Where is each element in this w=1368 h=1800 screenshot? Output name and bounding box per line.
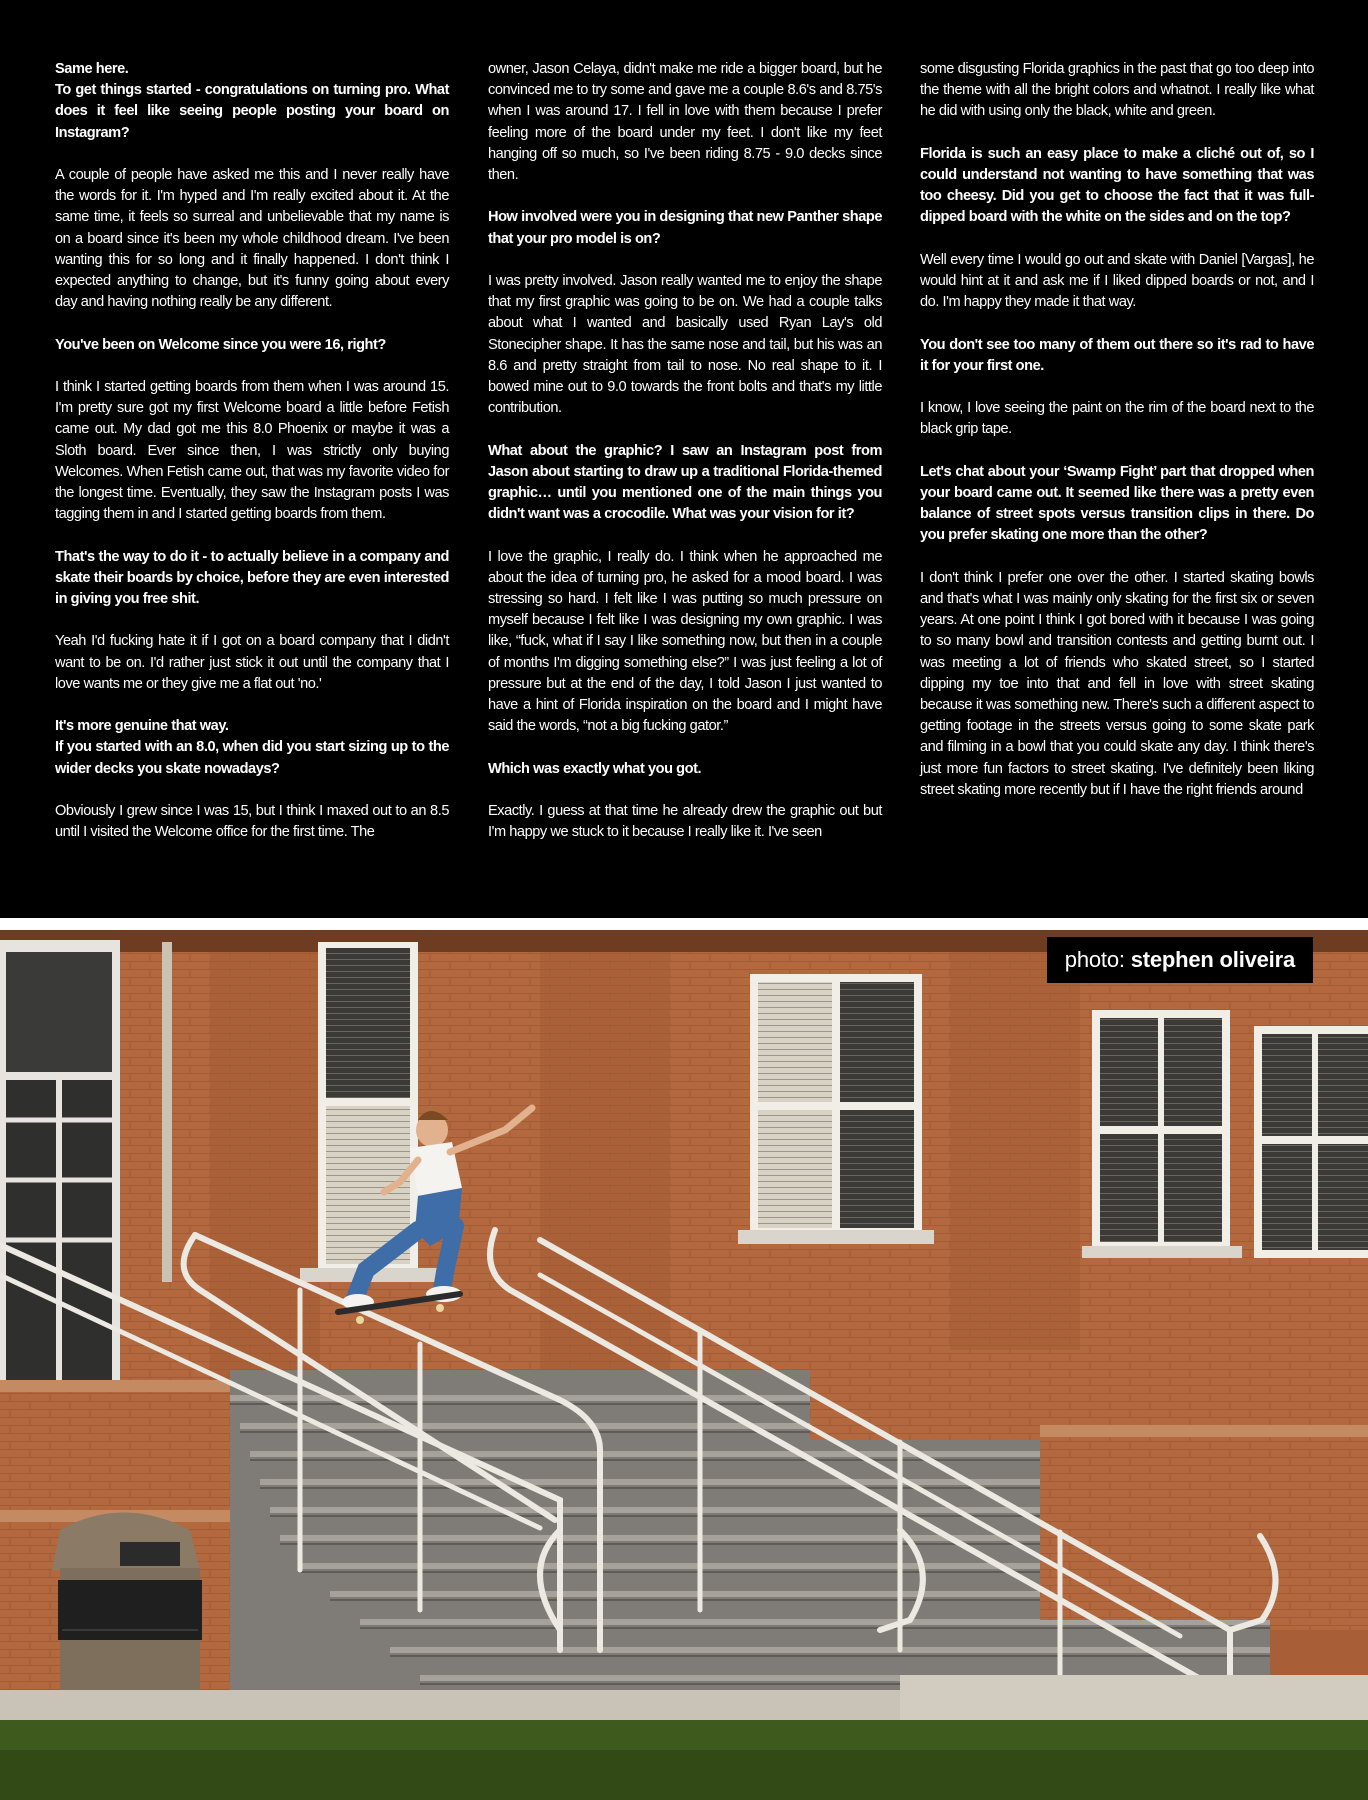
doorway — [0, 940, 120, 1410]
interview-answer: A couple of people have asked me this and I never really have the words for it. I'm hyped and I'm really excited about it. At the same time, it feels so surreal and unbelievable that my name is on a board since it's been my whole childhood dream. I've been wanting this for so long and it finally happened. I don't think I expected anything to change, but it's funny going about every day and having nothing really be any different. — [55, 167, 449, 311]
interview-answer: I don't think I prefer one over the other. I started skating bowls and that's what I was mainly only skating for the first six or seven years. At one point I think I got bored with it because I was going to so many bowl and transition contests and getting burnt out. I was meeting a lot of friends who skated street, so I started dipping my toe into that and fell in love with street skating because it was something new. There's such a different aspect to getting footage in the streets versus going to some skate park and filming in a bowl that you could skate any day. I think there's just more fun factors to street skating. I've definitely been liking street skating more recently but if I have the right friends around — [920, 569, 1314, 798]
interview-answer: Exactly. I guess at that time he already drew the graphic out but I'm happy we stuck to it because I really like it. I've seen — [488, 803, 882, 841]
photo-illustration — [0, 930, 1368, 1800]
interview-question: You've been on Welcome since you were 16, right? — [55, 336, 386, 353]
interview-question: That's the way to do it - to actually believe in a company and skate their boards by choice, before they are even interested in giving you free shit. — [55, 548, 449, 608]
interview-answer: Yeah I'd fucking hate it if I got on a board company that I didn't want to be on. I'd rather just stick it out until the company that I love wants me or they give me a flat out 'no.' — [55, 633, 449, 692]
window — [1082, 1010, 1242, 1258]
window — [738, 974, 934, 1244]
interview-question: Same here. To get things started - congratulations on turning pro. What does it feel like seeing people posting your board on Instagram? — [55, 61, 449, 141]
interview-question: How involved were you in designing that new Panther shape that your pro model is on? — [488, 209, 882, 247]
interview-answer: Obviously I grew since I was 15, but I think I maxed out to an 8.5 until I visited the Welcome office for the first time. The — [55, 803, 449, 841]
interview-question: Which was exactly what you got. — [488, 760, 702, 777]
interview-answer: I was pretty involved. Jason really wanted me to enjoy the shape that my first graphic was going to be on. We had a couple talks about what I wanted and basically used Ryan Lay's old Stonecipher shape. It has the same nose and tail, but his was an 8.6 and pretty straight from tail to nose. No real shape to it. I bowed mine out to 9.0 towards the front bolts and that's my little contribution. — [488, 273, 882, 417]
interview-question: What about the graphic? I saw an Instagram post from Jason about starting to draw up a traditional Florida-themed graphic… until you mentioned one of the main things you didn't want was a crocodile. What was your vision for it? — [488, 442, 882, 523]
photographer-name: stephen oliveira — [1130, 947, 1295, 972]
trash-can — [52, 1513, 202, 1699]
photo-credit — [1047, 937, 1313, 983]
interview-answer: I love the graphic, I really do. I think when he approached me about the idea of turning pro, he asked for a mood board. I was stressing so hard. I felt like I was putting so much pressure on myself because I felt like I was designing my own graphic. I was like, “fuck, what if I say I like something now, but then in a couple of months I'm digging something else?” I was just feeling a lot of pressure but at the end of the day, I told Jason I just wanted to have a hint of Florida inspiration on the board and I might have said the words, “not a big fucking gator.” — [488, 548, 882, 735]
brick-planter — [1040, 1430, 1368, 1620]
interview-answer: some disgusting Florida graphics in the past that go too deep into the theme with all the bright colors and whatnot. I really like what he did with using only the black, white and green. — [920, 61, 1314, 120]
interview-answer: owner, Jason Celaya, didn't make me ride a bigger board, but he convinced me to try some and gave me a couple 8.6's and 8.75's when I was around 17. I fell in love with them because I prefer feeling more of the board under my feet. I don't like my feet hanging off so much, so I've been riding 8.75 - 9.0 decks since then. — [488, 61, 882, 184]
downspout — [162, 942, 172, 1282]
skate-photo — [0, 930, 1368, 1800]
interview-answer: Well every time I would go out and skate with Daniel [Vargas], he would hint at it and ask me if I liked dipped boards or not, and I do. I'm happy they made it that way. — [920, 251, 1314, 311]
text-column-1 — [55, 59, 449, 843]
text-column-3 — [920, 59, 1314, 801]
interview-answer: I think I started getting boards from them when I was around 15. I'm pretty sure got my first Welcome board a little before Fetish came out. My dad got me this 8.0 Phoenix or maybe it was a Sloth board. Ever since then, I was strictly only buying Welcomes. When Fetish came out, that was my favorite video for the longest time. Eventually, they saw the Instagram posts I was tagging them in and I started getting boards from them. — [55, 379, 449, 523]
text-column-2 — [488, 59, 882, 843]
photo-credit-prefix: photo: — [1064, 947, 1125, 972]
interview-question: You don't see too many of them out there so it's rad to have it for your first one. — [920, 336, 1314, 374]
window — [1254, 1026, 1368, 1258]
interview-answer: I know, I love seeing the paint on the rim of the board next to the black grip tape. — [920, 400, 1314, 438]
interview-question: It's more genuine that way. If you started with an 8.0, when did you start sizing up to the wider decks you skate nowadays? — [55, 718, 449, 777]
interview-question: Florida is such an easy place to make a cliché out of, so I could understand not wanting to have something that was too cheesy. Did you get to choose the fact that it was full-dipped board with the white on the sides and on the top? — [920, 145, 1314, 226]
page-divider — [0, 918, 1368, 930]
interview-question: Let's chat about your ‘Swamp Fight’ part that dropped when your board came out. It seemed like there was a pretty even balance of street spots versus transition clips in there. Do you prefer skating one more than the other? — [920, 463, 1314, 544]
